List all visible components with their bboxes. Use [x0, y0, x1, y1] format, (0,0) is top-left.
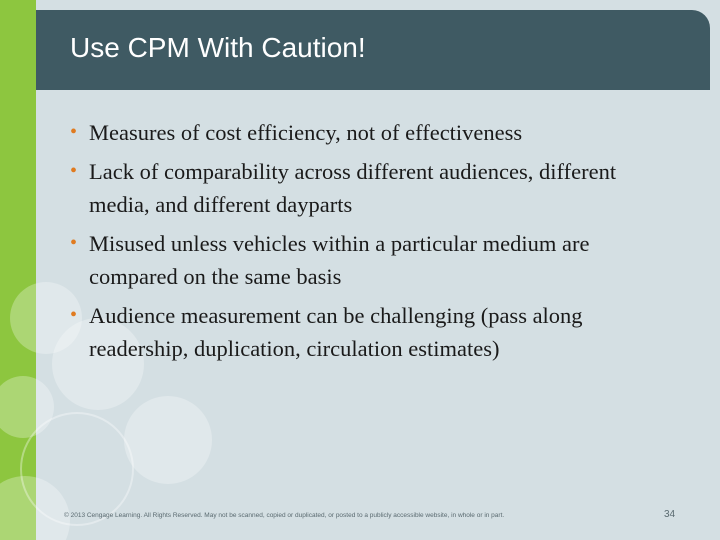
decorative-circle	[124, 396, 212, 484]
bullet-dot-icon: •	[70, 160, 78, 182]
slide-title: Use CPM With Caution!	[70, 32, 366, 63]
bullet-item	[70, 299, 682, 365]
title-bar	[36, 10, 710, 90]
bullet-dot-icon: •	[70, 232, 78, 254]
bullet-item	[70, 116, 682, 149]
bullet-text: Lack of comparability across different audiences, different media, and different dayparts	[89, 159, 617, 217]
bullet-text: Misused unless vehicles within a particular medium are compared on the same basis	[89, 231, 590, 289]
copyright-notice: © 2013 Cengage Learning. All Rights Reserved. May not be scanned, copied or duplicated, or posted to a publicly accessible website, in whole or in part.	[64, 512, 505, 519]
bullet-text: Measures of cost efficiency, not of effectiveness	[89, 120, 523, 145]
page-number: 34	[664, 509, 676, 520]
bullet-dot-icon: •	[70, 121, 78, 143]
bullet-list	[70, 116, 682, 371]
bullet-item	[70, 227, 682, 293]
bullet-dot-icon: •	[70, 304, 78, 326]
bullet-item	[70, 155, 682, 221]
bullet-text: Audience measurement can be challenging (pass along readership, duplication, circulation estimates)	[89, 303, 583, 361]
